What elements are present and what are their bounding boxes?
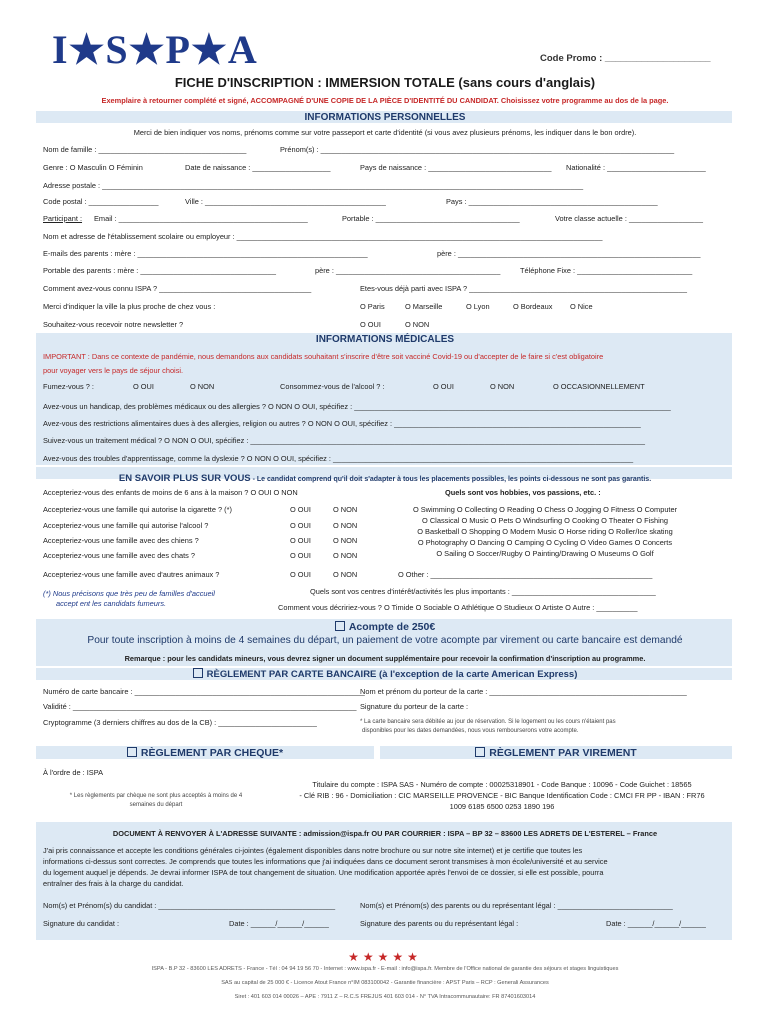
cheque-ordre: À l'ordre de : ISPA bbox=[43, 768, 104, 777]
cigarette-oui[interactable]: O OUI bbox=[290, 505, 311, 514]
acompte-title-row bbox=[0, 621, 770, 633]
savoir-heading: EN SAVOIR PLUS SUR VOUS bbox=[118, 473, 251, 484]
virement-title: RÈGLEMENT PAR VIREMENT bbox=[489, 747, 637, 759]
date-candidat-field[interactable]: Date : ______/______/______ bbox=[229, 919, 329, 928]
hobbies-other-field[interactable]: O Other : ______________________________________________________ bbox=[398, 570, 653, 579]
hobbies-line-4[interactable]: O Photography O Dancing O Camping O Cycling O Video Games O Concerts bbox=[417, 538, 673, 547]
connu-field[interactable]: Comment avez-vous connu ISPA ? _____________________________________ bbox=[43, 284, 312, 293]
savoir-heading-row bbox=[0, 468, 770, 486]
envoi-paragraph-2: informations ci-dessus sont correctes. Je comprends que toutes les informations que j'ai indiquées dans ce document seront transmises à mon école/université et au service bbox=[43, 857, 608, 866]
prenom-field[interactable]: Prénom(s) : ______________________________________________________________________________________ bbox=[280, 145, 675, 154]
fumez-non[interactable]: O NON bbox=[190, 382, 215, 391]
carte-note-1: * La carte bancaire sera débitée au jour de réservation. Si le logement ou les cours n'étaient pas bbox=[360, 719, 616, 725]
virement-checkbox[interactable] bbox=[475, 747, 485, 757]
chats-non[interactable]: O NON bbox=[333, 551, 358, 560]
virement-line-3: 1009 6185 6500 0253 1890 196 bbox=[449, 802, 555, 811]
date-parents-field[interactable]: Date : ______/______/______ bbox=[606, 919, 706, 928]
hobbies-line-3[interactable]: O Basketball O Shopping O Modern Music O Horse riding O Roller/Ice skating bbox=[417, 527, 673, 536]
pere-email-field[interactable]: père : ___________________________________________________________ bbox=[437, 249, 701, 258]
alcool-famille-oui[interactable]: O OUI bbox=[290, 521, 311, 530]
ville-option-paris[interactable]: O Paris bbox=[360, 302, 385, 311]
cheque-title: RÈGLEMENT PAR CHEQUE* bbox=[140, 747, 284, 759]
restrictions-field[interactable]: Avez-vous des restrictions alimentaires dues à des allergies, religion ou autres ? O NON O OUI, spécifiez : ____________________________________________________________ bbox=[43, 419, 641, 428]
carte-title-row bbox=[0, 668, 770, 680]
apprentissage-field[interactable]: Avez-vous des troubles d'apprentissage, comme la dyslexie ? O NON O OUI, spécifiez : _________________________________________________________________________ bbox=[43, 454, 634, 463]
savoir-heading-note: - Le candidat comprend qu'il doit s'adapter à tous les placements possibles, les points ci-dessous ne sont pas garantis. bbox=[250, 476, 652, 483]
footer-stars: ★★★★★ bbox=[348, 950, 422, 964]
ville-option-nice[interactable]: O Nice bbox=[570, 302, 593, 311]
traitement-field[interactable]: Suivez-vous un traitement médical ? O NON O OUI, spécifiez : ________________________________________________________________________________________________ bbox=[43, 436, 646, 445]
carte-checkbox[interactable] bbox=[193, 668, 203, 678]
pays-naissance-field[interactable]: Pays de naissance : ______________________________ bbox=[360, 163, 552, 172]
cheque-note-2: semaines du départ bbox=[129, 802, 183, 808]
animaux-oui[interactable]: O OUI bbox=[290, 570, 311, 579]
alcool-occasionnellement[interactable]: O OCCASIONNELLEMENT bbox=[553, 382, 645, 391]
participant-label: Participant : bbox=[43, 214, 83, 223]
virement-title-row bbox=[380, 747, 732, 759]
carte-note-2: disponibles pour les dates demandées, nous vous rembourserons votre acompte. bbox=[362, 728, 579, 734]
personal-intro: Merci de bien indiquer vos noms, prénoms comme sur votre passeport et carte d'identité (si vous avez plusieurs prénoms, les indiquer dans le bon ordre). bbox=[133, 128, 637, 137]
chiens-non[interactable]: O NON bbox=[333, 536, 358, 545]
ville-field[interactable]: Ville : ____________________________________________ bbox=[185, 197, 386, 206]
footer-line-1: ISPA - B.P 32 - 83600 LES ADRETS - France - Tél : 04 94 19 56 70 - Internet : www.ispa.fr - E-mail : info@ispa.fr. Membre de l'Office national de garantie des séjours et stages linguistiques bbox=[151, 966, 619, 972]
acompte-remarque: Remarque : pour les candidats mineurs, vous devrez signer un document supplémentaire pour recevoir la confirmation d'inscription au programme. bbox=[124, 654, 646, 663]
animaux-question: Accepteriez-vous une famille avec d'autres animaux ? bbox=[43, 570, 220, 579]
ville-option-marseille[interactable]: O Marseille bbox=[405, 302, 443, 311]
promo-code-field[interactable]: Code Promo : ____________________ bbox=[540, 53, 711, 64]
carte-validite-field[interactable]: Validité : _____________________________________________________________________ bbox=[43, 702, 357, 711]
page-title: FICHE D'INSCRIPTION : IMMERSION TOTALE (sans cours d'anglais) bbox=[174, 75, 596, 90]
email-field[interactable]: Email : ______________________________________________ bbox=[94, 214, 308, 223]
signature-parents-field[interactable]: Signature des parents ou du représentant légal : bbox=[360, 919, 519, 928]
newsletter-non[interactable]: O NON bbox=[405, 320, 430, 329]
envoi-paragraph-1: J'ai pris connaissance et accepte les conditions générales ci-jointes (également disponibles dans notre brochure ou sur notre site internet) et je certifie que toutes les bbox=[43, 846, 583, 855]
carte-signature-field[interactable]: Signature du porteur de la carte : bbox=[360, 702, 469, 711]
chiens-question: Accepteriez-vous une famille avec des chiens ? bbox=[43, 536, 199, 545]
ville-option-lyon[interactable]: O Lyon bbox=[466, 302, 490, 311]
hobbies-line-5[interactable]: O Sailing O Soccer/Rugby O Painting/Drawing O Museums O Golf bbox=[436, 549, 654, 558]
telephone-fixe-field[interactable]: Téléphone Fixe : ____________________________ bbox=[520, 266, 693, 275]
description-field[interactable]: Comment vous décririez-vous ? O Timide O Sociable O Athlétique O Studieux O Artiste O Autre : __________ bbox=[278, 603, 638, 612]
envoi-address: DOCUMENT À RENVOYER À L'ADRESSE SUIVANTE : admission@ispa.fr OU PAR COURRIER : ISPA – BP 32 – 83600 LES ADRETS DE L'ESTEREL – France bbox=[112, 829, 658, 838]
etablissement-field[interactable]: Nom et adresse de l'établissement scolaire ou employeur : _________________________________________________________________________________________ bbox=[43, 232, 603, 241]
nom-candidat-field[interactable]: Nom(s) et Prénom(s) du candidat : ___________________________________________ bbox=[43, 901, 336, 910]
alcool-oui[interactable]: O OUI bbox=[433, 382, 454, 391]
footer-line-2: SAS au capital de 25 000 € - Licence Atout France n°IM 083100042 - Garantie financière : APST Paris – RCP : Generali Assurances bbox=[221, 980, 549, 986]
chats-question: Accepteriez-vous une famille avec des chats ? bbox=[43, 551, 195, 560]
newsletter-oui[interactable]: O OUI bbox=[360, 320, 381, 329]
alcool-label: Consommez-vous de l'alcool ? : bbox=[280, 382, 385, 391]
classe-field[interactable]: Votre classe actuelle : __________________ bbox=[555, 214, 703, 223]
code-postal-field[interactable]: Code postal : _________________ bbox=[43, 197, 159, 206]
page-subtitle: Exemplaire à retourner complété et signé, ACCOMPAGNÉ D'UNE COPIE DE LA PIÈCE D'IDENTITÉ DU CANDIDAT. Choisissez votre programme au dos de la page. bbox=[101, 96, 669, 105]
naissance-field[interactable]: Date de naissance : ___________________ bbox=[185, 163, 331, 172]
hobbies-line-2[interactable]: O Classical O Music O Pets O Windsurfing O Cooking O Theater O Fishing bbox=[422, 516, 668, 525]
ville-option-bordeaux[interactable]: O Bordeaux bbox=[513, 302, 553, 311]
cheque-note-1: * Les règlements par chèque ne sont plus acceptés à moins de 4 bbox=[69, 793, 243, 799]
acompte-title: Acompte de 250€ bbox=[348, 621, 436, 633]
ville-proche-label: Merci d'indiquer la ville la plus proche de chez vous : bbox=[43, 302, 216, 311]
enfants-question[interactable]: Accepteriez-vous des enfants de moins de 6 ans à la maison ? O OUI O NON bbox=[43, 488, 298, 497]
animaux-non[interactable]: O NON bbox=[333, 570, 358, 579]
alcool-famille-question: Accepteriez-vous une famille qui autorise l'alcool ? bbox=[43, 521, 209, 530]
hobbies-line-1[interactable]: O Swimming O Collecting O Reading O Chess O Jogging O Fitness O Computer bbox=[412, 505, 678, 514]
nom-parents-field[interactable]: Nom(s) et Prénom(s) des parents ou du représentant légal : ____________________________ bbox=[360, 901, 673, 910]
acompte-checkbox[interactable] bbox=[335, 621, 345, 631]
medical-important-1: IMPORTANT : Dans ce contexte de pandémie, nous demandons aux candidats souhaitant s'inscrire d'être soit vacciné Covid-19 ou d'accepter de le faire si c'est obligatoire bbox=[43, 352, 604, 361]
genre-field[interactable]: Genre : O Masculin O Féminin bbox=[43, 163, 143, 172]
medical-important-2: pour voyager vers le pays de séjour choisi. bbox=[43, 366, 184, 375]
nationalite-field[interactable]: Nationalité : ________________________ bbox=[566, 163, 706, 172]
cigarette-non[interactable]: O NON bbox=[333, 505, 358, 514]
footer-line-3: Siret : 401 603 014 00026 – APE : 7911 Z – R.C.S FREJUS 401 603 014 - N° TVA Intracommunautaire: FR 87401603014 bbox=[234, 994, 536, 1000]
personal-heading: INFORMATIONS PERSONNELLES bbox=[304, 112, 466, 123]
nom-field[interactable]: Nom de famille : ____________________________________ bbox=[43, 145, 247, 154]
hobbies-title: Quels sont vos hobbies, vos passions, etc. : bbox=[445, 488, 601, 497]
chats-oui[interactable]: O OUI bbox=[290, 551, 311, 560]
carte-numero-field[interactable]: Numéro de carte bancaire : ________________________________________________________ bbox=[43, 687, 365, 696]
alcool-famille-non[interactable]: O NON bbox=[333, 521, 358, 530]
fumeurs-note-2: accept ent les candidats fumeurs. bbox=[56, 599, 167, 608]
handicap-field[interactable]: Avez-vous un handicap, des problèmes médicaux ou des allergies ? O NON O OUI, spécifiez : _____________________________________________________________________________ bbox=[43, 402, 671, 411]
centres-interet-field[interactable]: Quels sont vos centres d'intérêt/activités les plus importants : ___________________________________ bbox=[310, 587, 656, 596]
carte-title: RÈGLEMENT PAR CARTE BANCAIRE (à l'exception de la carte American Express) bbox=[206, 669, 578, 680]
adresse-field[interactable]: Adresse postale : _____________________________________________________________________________________________________________________ bbox=[43, 181, 584, 190]
pays-field[interactable]: Pays : ______________________________________________ bbox=[446, 197, 658, 206]
portable-parents-field[interactable]: Portable des parents : mère : _________________________________ bbox=[43, 266, 276, 275]
alcool-non[interactable]: O NON bbox=[490, 382, 515, 391]
medical-heading: INFORMATIONS MÉDICALES bbox=[315, 334, 455, 345]
signature-candidat-field[interactable]: Signature du candidat : bbox=[43, 919, 120, 928]
fumeurs-note-1: (*) Nous précisons que très peu de familles d'accueil bbox=[43, 589, 215, 598]
emails-parents-field[interactable]: E-mails des parents : mère : ________________________________________________________ bbox=[43, 249, 368, 258]
fumez-oui[interactable]: O OUI bbox=[133, 382, 154, 391]
newsletter-label: Souhaitez-vous recevoir notre newsletter ? bbox=[43, 320, 184, 329]
ispa-logo: I★S★P★A bbox=[52, 27, 258, 72]
cheque-checkbox[interactable] bbox=[127, 747, 137, 757]
virement-line-1: Titulaire du compte : ISPA SAS - Numéro de compte : 00025318901 - Code Banque : 10096 - Code Guichet : 18565 bbox=[312, 780, 692, 789]
carte-porteur-field[interactable]: Nom et prénom du porteur de la carte : ________________________________________________ bbox=[360, 687, 687, 696]
acompte-text: Pour toute inscription à moins de 4 semaines du départ, un paiement de votre acompte par virement ou carte bancaire est demandé bbox=[87, 635, 683, 646]
pere-portable-field[interactable]: père : ________________________________________ bbox=[315, 266, 501, 275]
virement-line-2: - Clé RIB : 96 - Domiciliation : CIC MARSEILLE PROVENCE - BIC Banque Identification Code : CMCI FR PP - IBAN : FR76 bbox=[299, 791, 705, 800]
portable-field[interactable]: Portable : ___________________________________ bbox=[342, 214, 520, 223]
carte-cryptogramme-field[interactable]: Cryptogramme (3 derniers chiffres au dos de la CB) : ________________________ bbox=[43, 718, 317, 727]
envoi-paragraph-3: du logement auquel je dépends. Je devrai informer ISPA de tout changement de situation. Une modification apportée après l'envoi de ce dossier, si elle est possible, pourra bbox=[43, 868, 604, 877]
envoi-paragraph-4: entraîner des frais à la charge du candidat. bbox=[43, 879, 184, 888]
cheque-title-row bbox=[36, 747, 374, 759]
chiens-oui[interactable]: O OUI bbox=[290, 536, 311, 545]
deja-parti-field[interactable]: Etes-vous déjà parti avec ISPA ? _____________________________________________________ bbox=[360, 284, 687, 293]
cigarette-question: Accepteriez-vous une famille qui autorise la cigarette ? (*) bbox=[43, 505, 232, 514]
fumez-label: Fumez-vous ? : bbox=[43, 382, 94, 391]
